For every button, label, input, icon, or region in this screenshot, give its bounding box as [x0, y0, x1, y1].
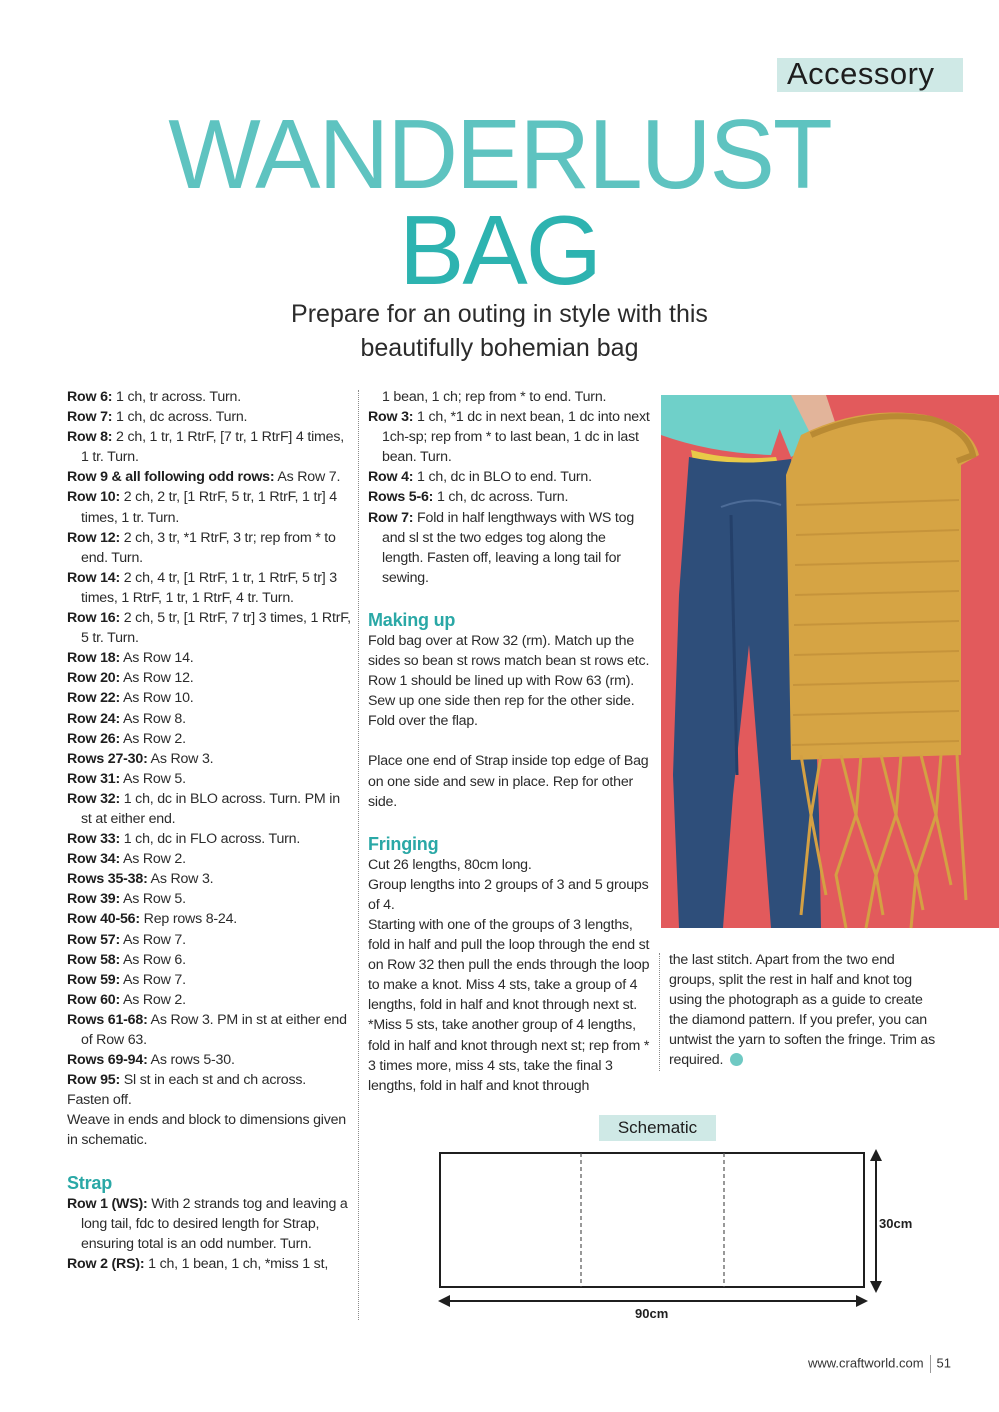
row-label: Row 60:: [67, 991, 120, 1008]
row-instruction: Sl st in each st and ch across.: [120, 1072, 307, 1089]
pattern-row: [67, 950, 352, 970]
row-label: Rows 69-94:: [67, 1052, 148, 1069]
pattern-row: [67, 648, 352, 668]
row-label: Row 40-56:: [67, 911, 140, 928]
pattern-row: [67, 930, 352, 950]
row-label: Row 9 & all following odd rows:: [67, 469, 275, 486]
row-label: Row 57:: [67, 931, 120, 948]
row-label: Row 24:: [67, 710, 120, 727]
row-label: Row 2 (RS):: [67, 1255, 145, 1272]
row-instruction: As Row 6.: [120, 951, 186, 968]
row-label: Row 20:: [67, 670, 120, 687]
pattern-column-1: [67, 387, 352, 1274]
row-instruction: 1 ch, dc across. Turn.: [433, 489, 569, 506]
row-label: Rows 5-6:: [368, 489, 434, 506]
pattern-row: [368, 487, 650, 507]
row-instruction: As Row 7.: [120, 971, 186, 988]
row-instruction: As Row 2.: [120, 730, 186, 747]
making-up-paragraph-2: Place one end of Strap inside top edge of Bag on one side and sew in place. Rep for other side.: [368, 753, 649, 810]
fringing-paragraph: Starting with one of the groups of 3 lengths, fold in half and pull the loop through the end st on Row 32 then pull the ends through the loop to make a knot. Miss 4 sts, take a group of 4 lengths, fold in half and knot through next st. *Miss 5 sts, take another group of 4 lengths, fold in half and knot through next st; rep from * 3 times more, miss 4 sts, take the final 3 lengths, fold in half and knot through: [368, 916, 650, 1094]
pattern-row: [67, 467, 352, 487]
row-label: Row 1 (WS):: [67, 1195, 148, 1212]
section-tag-label: Accessory: [787, 56, 935, 91]
making-up-heading: Making up: [368, 609, 456, 630]
pattern-row: [368, 467, 650, 487]
pattern-row: [67, 709, 352, 729]
row-instruction: Rep rows 8-24.: [139, 911, 238, 928]
pattern-row: [67, 990, 352, 1010]
row-instruction: 2 ch, 3 tr, *1 RtrF, 3 tr; rep from * to end. Turn.: [81, 529, 336, 566]
pattern-row: [67, 970, 352, 990]
row-label: Row 3:: [368, 409, 414, 426]
row-instruction: As Row 3.: [147, 871, 214, 888]
footer-site: www.craftworld.com: [807, 1355, 924, 1371]
row-instruction: As Row 2.: [120, 991, 186, 1008]
page-number: 51: [936, 1355, 951, 1371]
pattern-row: [67, 1194, 352, 1254]
row-label: Row 33:: [67, 831, 120, 848]
section-tag: [777, 58, 963, 92]
row-label: Row 34:: [67, 851, 120, 868]
pattern-row: [67, 407, 352, 427]
schematic-rectangle: [440, 1153, 864, 1287]
row-label: Row 10:: [67, 489, 120, 506]
row-instruction: 2 ch, 4 tr, [1 RtrF, 1 tr, 1 RtrF, 5 tr] 3 times, 1 RtrF, 1 tr, 1 RtrF, 4 tr. Turn.: [81, 569, 337, 606]
pattern-row: [67, 528, 352, 568]
row-label: Row 6:: [67, 389, 113, 405]
row-label: Row 31:: [67, 770, 120, 787]
row-label: Row 12:: [67, 529, 120, 546]
pattern-row: [67, 1010, 352, 1050]
weave-text: Weave in ends and block to dimensions given in schematic.: [67, 1112, 347, 1149]
strap-row2-continued: 1 bean, 1 ch; rep from * to end. Turn.: [382, 389, 607, 405]
row-instruction: As Row 5.: [120, 891, 186, 908]
column-divider: [358, 390, 359, 1320]
subtitle-line2: beautifully bohemian bag: [360, 334, 639, 362]
bag-photo-illustration: [661, 395, 999, 928]
pattern-row: [67, 789, 352, 829]
row-instruction: 1 ch, *1 dc in next bean, 1 dc into next 1ch-sp; rep from * to last bean, 1 dc in last bean. Turn.: [382, 409, 650, 466]
pattern-row: [67, 688, 352, 708]
row-instruction: As Row 2.: [120, 851, 186, 868]
making-up-paragraph-1: Fold bag over at Row 32 (rm). Match up the sides so bean st rows match bean st rows etc. Row 1 should be lined up with Row 63 (rm). Sew up one side then rep for the other side. Fold over the flap.: [368, 632, 650, 730]
pattern-row: [67, 769, 352, 789]
footer: [808, 1355, 951, 1373]
row-instruction: As rows 5-30.: [147, 1052, 235, 1069]
row-instruction: 2 ch, 5 tr, [1 RtrF, 7 tr] 3 times, 1 RtrF, 5 tr. Turn.: [81, 610, 351, 647]
row-label: Row 4:: [368, 469, 414, 486]
width-label: 90cm: [635, 1306, 669, 1321]
row-label: Rows 27-30:: [67, 750, 148, 767]
row-instruction: As Row 3.: [147, 750, 214, 767]
pattern-row: [67, 829, 352, 849]
pattern-row: [67, 608, 352, 648]
fringing-line-2: Group lengths into 2 groups of 3 and 5 groups of 4.: [368, 876, 649, 913]
pattern-row: [67, 1254, 352, 1274]
row-label: Row 59:: [67, 971, 120, 988]
height-label: 30cm: [879, 1216, 913, 1231]
page-title-line2: BAG: [399, 195, 600, 305]
row-instruction: As Row 3. PM in st at either end of Row 63.: [81, 1011, 347, 1048]
row-instruction: As Row 10.: [120, 690, 194, 707]
row-label: Row 26:: [67, 730, 120, 747]
row-label: Rows 61-68:: [67, 1011, 148, 1028]
row-instruction: As Row 8.: [120, 710, 186, 727]
pattern-column-2: [368, 387, 650, 1096]
pattern-row: [67, 1050, 352, 1070]
page-title-line1: WANDERLUST: [168, 99, 831, 209]
row-instruction: As Row 12.: [120, 670, 194, 687]
pattern-row: [67, 487, 352, 527]
row-label: Row 7:: [67, 409, 113, 426]
subtitle-line1: Prepare for an outing in style with this: [291, 300, 708, 328]
pattern-row: [368, 508, 650, 588]
bag-photo: [661, 395, 999, 928]
row-instruction: As Row 5.: [120, 770, 186, 787]
schematic-diagram: [430, 1143, 913, 1323]
row-instruction: As Row 7.: [120, 931, 186, 948]
row-instruction: With 2 strands tog and leaving a long tail, fdc to desired length for Strap, ensuring total is an odd number. Turn.: [81, 1195, 348, 1252]
row-instruction: As Row 7.: [274, 469, 341, 486]
row-instruction: As Row 14.: [120, 650, 194, 667]
pattern-row: [67, 729, 352, 749]
row-label: Row 18:: [67, 650, 120, 667]
pattern-row: [67, 668, 352, 688]
pattern-row: [67, 387, 352, 407]
pattern-row: [368, 407, 650, 467]
pattern-row: [67, 1070, 352, 1090]
fringing-line-1: Cut 26 lengths, 80cm long.: [368, 856, 532, 873]
row-label: Row 7:: [368, 509, 414, 526]
row-label: Row 32:: [67, 790, 120, 807]
pattern-row: [67, 427, 352, 467]
pattern-row: [67, 849, 352, 869]
end-yarn-ball-icon: [730, 1053, 743, 1066]
fasten-off-text: Fasten off.: [67, 1092, 132, 1109]
fringing-heading: Fringing: [368, 833, 439, 854]
row-label: Row 95:: [67, 1072, 120, 1089]
pattern-row: [67, 909, 352, 929]
row-label: Rows 35-38:: [67, 871, 148, 888]
row-instruction: Fold in half lengthways with WS tog and sl st the two edges tog along the length. Fasten off, leaving a long tail for sewing.: [382, 509, 635, 586]
row-label: Row 14:: [67, 569, 120, 586]
column-divider-2: [659, 953, 660, 1071]
schematic-label: Schematic: [599, 1115, 716, 1141]
row-instruction: 1 ch, dc in FLO across. Turn.: [120, 831, 301, 848]
row-label: Row 58:: [67, 951, 120, 968]
row-label: Row 8:: [67, 429, 113, 446]
row-instruction: 2 ch, 2 tr, [1 RtrF, 5 tr, 1 RtrF, 1 tr] 4 times, 1 tr. Turn.: [81, 489, 337, 526]
row-label: Row 39:: [67, 891, 120, 908]
row-instruction: 1 ch, 1 bean, 1 ch, *miss 1 st,: [144, 1255, 329, 1272]
pattern-row: [67, 749, 352, 769]
pattern-column-3: [669, 950, 939, 1071]
footer-separator: [930, 1355, 931, 1373]
pattern-row: [67, 889, 352, 909]
row-instruction: 1 ch, dc in BLO to end. Turn.: [413, 469, 592, 486]
pattern-row: [67, 568, 352, 608]
row-label: Row 22:: [67, 690, 120, 707]
pattern-row: [67, 869, 352, 889]
row-label: Row 16:: [67, 610, 120, 627]
row-instruction: 1 ch, dc in BLO across. Turn. PM in st at either end.: [81, 790, 340, 827]
row-instruction: 2 ch, 1 tr, 1 RtrF, [7 tr, 1 RtrF] 4 times, 1 tr. Turn.: [81, 429, 344, 466]
row-instruction: 1 ch, tr across. Turn.: [112, 389, 241, 405]
row-instruction: 1 ch, dc across. Turn.: [112, 409, 248, 426]
strap-heading: Strap: [67, 1172, 113, 1193]
finishing-text: the last stitch. Apart from the two end groups, split the rest in half and knot tog using the photograph as a guide to create the diamond pattern. If you prefer, you can untwist the yarn to soften the fringe. Trim as required.: [669, 952, 936, 1069]
